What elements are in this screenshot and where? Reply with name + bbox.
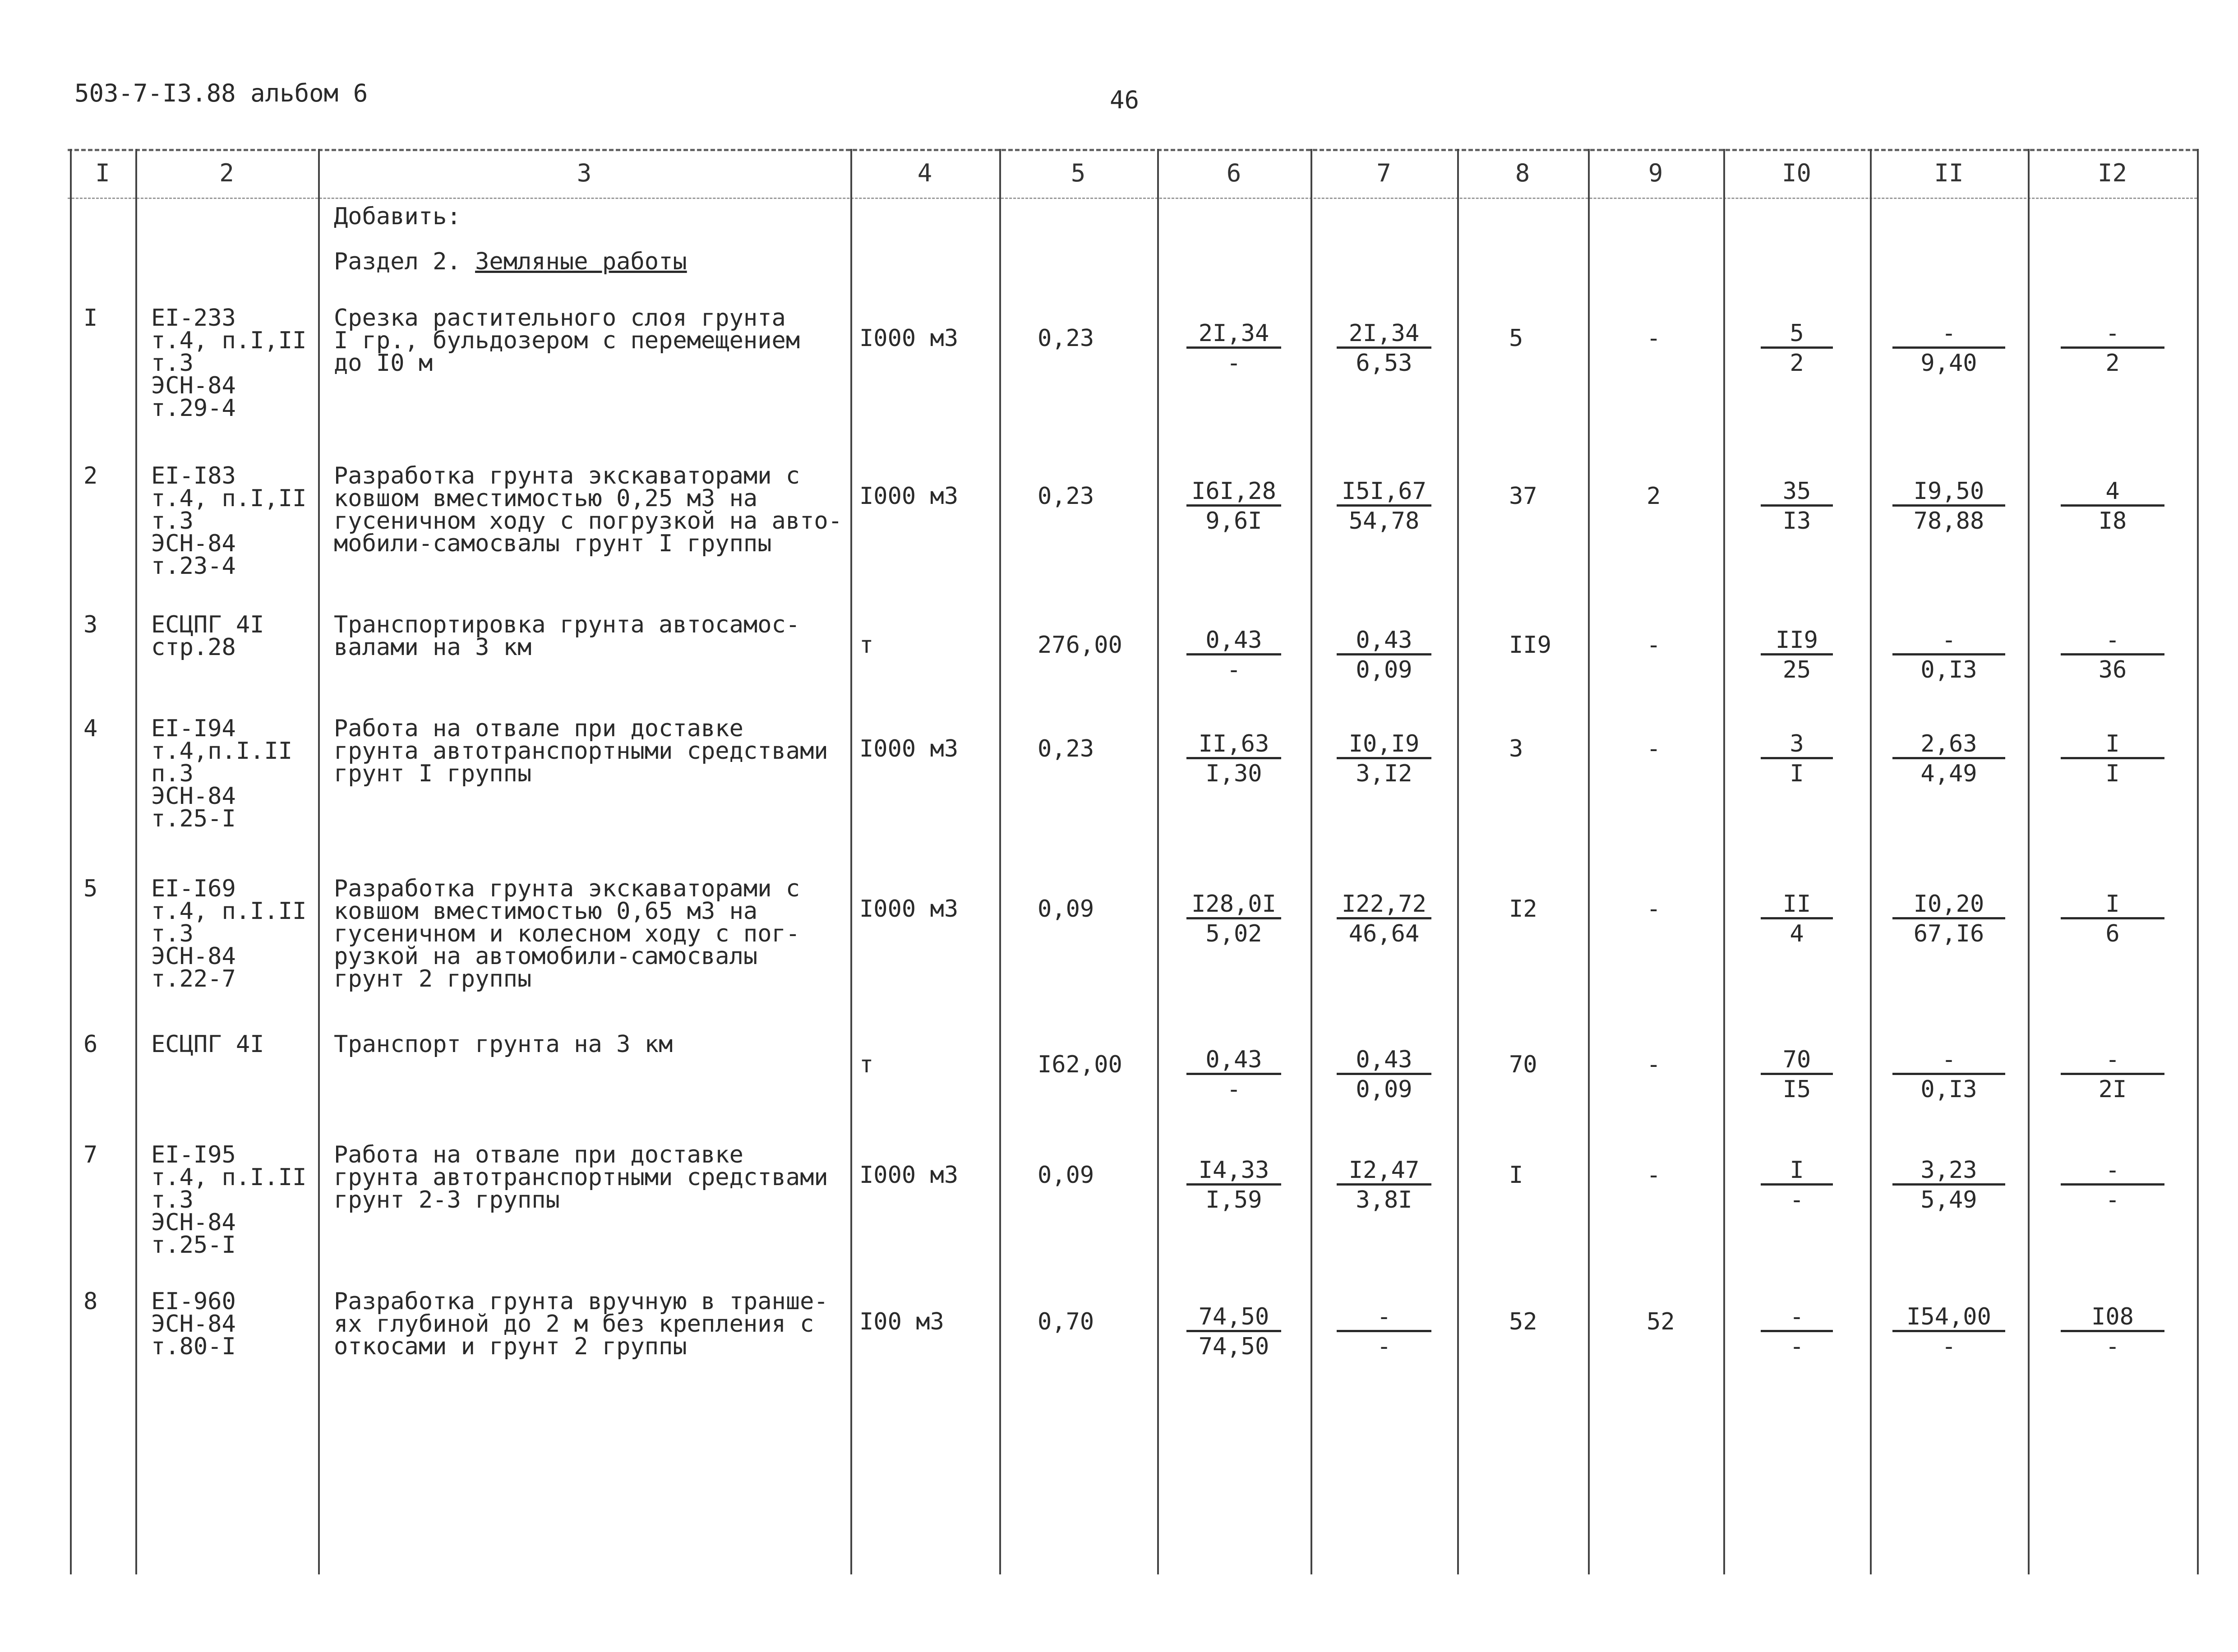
wage-cost xyxy=(1337,1047,1431,1104)
col12-fraction-top: I xyxy=(2061,891,2164,919)
col12-fraction xyxy=(2061,478,2164,535)
unit-cost xyxy=(1186,1047,1281,1104)
column-number: 6 xyxy=(1226,159,1241,187)
wage-cost-bottom: 3,8I xyxy=(1356,1186,1412,1214)
unit-cost-bottom: - xyxy=(1227,1076,1241,1103)
col10-fraction-top: 3 xyxy=(1761,731,1833,759)
unit-cost-bottom: 5,02 xyxy=(1205,920,1262,947)
unit-cost-top: 2I,34 xyxy=(1186,320,1281,349)
work-description-line: грунт I группы xyxy=(334,760,532,787)
wage-cost-top: I0,I9 xyxy=(1337,731,1431,759)
col10-fraction-top: II xyxy=(1761,891,1833,919)
unit-cost-bottom: - xyxy=(1227,350,1241,377)
wage-cost xyxy=(1337,627,1431,684)
work-description-line: ковшом вместимостью 0,65 м3 на xyxy=(334,898,758,925)
norm-code-line: т.3 xyxy=(151,508,194,535)
column-rule xyxy=(1157,149,1159,1574)
unit: I00 м3 xyxy=(859,1308,944,1335)
column-number: I xyxy=(95,159,110,187)
header-bottom-rule xyxy=(68,198,2197,199)
col11-fraction-top: - xyxy=(1892,320,2005,349)
col10-fraction-top: 70 xyxy=(1761,1047,1833,1075)
work-description-line: Транспорт грунта на 3 км xyxy=(334,1031,673,1058)
col11-fraction-top: - xyxy=(1892,1047,2005,1075)
total-cost: 3 xyxy=(1509,735,1523,762)
norm-code-line: т.22-7 xyxy=(151,965,236,992)
wage-cost xyxy=(1337,731,1431,788)
col10-fraction xyxy=(1761,1157,1833,1214)
work-description xyxy=(334,717,828,785)
col11-fraction-bottom: 9,40 xyxy=(1920,350,1977,377)
quantity: 0,09 xyxy=(1038,1162,1094,1189)
col12-fraction-top: - xyxy=(2061,1047,2164,1075)
col11-fraction-top: 3,23 xyxy=(1892,1157,2005,1186)
col10-fraction xyxy=(1761,320,1833,378)
col12-fraction-bottom: 36 xyxy=(2098,656,2127,683)
norm-code-line: EI-I95 xyxy=(151,1141,236,1168)
wage-cost-bottom: - xyxy=(1377,1333,1391,1360)
col10-fraction-bottom: I xyxy=(1790,760,1804,787)
column-rule xyxy=(1870,149,1872,1574)
work-description-line: ковшом вместимостью 0,25 м3 на xyxy=(334,485,758,512)
column-number: I0 xyxy=(1781,159,1812,187)
col9-value: - xyxy=(1647,1162,1661,1189)
norm-code-line: EI-I94 xyxy=(151,715,236,742)
work-description-line: грунт 2-3 группы xyxy=(334,1186,560,1214)
norm-code-line: ЭСН-84 xyxy=(151,372,236,399)
unit-cost xyxy=(1186,731,1281,788)
col11-fraction-bottom: 0,I3 xyxy=(1920,1076,1977,1103)
col9-value: 2 xyxy=(1647,483,1661,510)
work-description-line: грунта автотранспортными средствами xyxy=(334,738,828,765)
col11-fraction xyxy=(1892,320,2005,378)
wage-cost-top: I22,72 xyxy=(1337,891,1431,919)
unit-cost xyxy=(1186,320,1281,378)
wage-cost xyxy=(1337,320,1431,378)
unit-cost-bottom: 74,50 xyxy=(1198,1333,1269,1360)
col10-fraction-bottom: I3 xyxy=(1782,508,1811,535)
col12-fraction-top: - xyxy=(2061,627,2164,655)
unit-cost-bottom: - xyxy=(1227,656,1241,683)
work-description xyxy=(334,1033,673,1056)
column-rule xyxy=(1457,149,1459,1574)
col12-fraction xyxy=(2061,891,2164,948)
row-number: 8 xyxy=(83,1288,98,1315)
column-rule xyxy=(1588,149,1590,1574)
col11-fraction xyxy=(1892,627,2005,684)
col12-fraction-top: I08 xyxy=(2061,1304,2164,1332)
unit-cost-top: II,63 xyxy=(1186,731,1281,759)
work-description-line: Работа на отвале при доставке xyxy=(334,1141,743,1168)
work-description-line: валами на 3 км xyxy=(334,634,532,661)
document-code: 503-7-I3.88 альбом 6 xyxy=(74,79,368,107)
column-number: 8 xyxy=(1515,159,1530,187)
wage-cost-top: I5I,67 xyxy=(1337,478,1431,507)
col10-fraction xyxy=(1761,627,1833,684)
col11-fraction-top: I54,00 xyxy=(1892,1304,2005,1332)
column-number: 7 xyxy=(1376,159,1391,187)
col9-value: - xyxy=(1647,1051,1661,1078)
col12-fraction-top: I xyxy=(2061,731,2164,759)
norm-code-line: т.4, п.I.II xyxy=(151,898,307,925)
col12-fraction-top: - xyxy=(2061,320,2164,349)
column-rule xyxy=(2028,149,2030,1574)
row-number: 4 xyxy=(83,715,98,742)
col11-fraction xyxy=(1892,731,2005,788)
col11-fraction-bottom: 5,49 xyxy=(1920,1186,1977,1214)
col12-fraction-bottom: - xyxy=(2105,1186,2120,1214)
col12-fraction-bottom: I8 xyxy=(2098,508,2127,535)
add-label: Добавить: xyxy=(334,203,461,230)
wage-cost-top: I2,47 xyxy=(1337,1157,1431,1186)
row-number: 7 xyxy=(83,1141,98,1168)
wage-cost xyxy=(1337,1157,1431,1214)
norm-code xyxy=(151,717,292,830)
unit-cost xyxy=(1186,627,1281,684)
norm-code-line: ЭСН-84 xyxy=(151,530,236,557)
quantity: 0,23 xyxy=(1038,483,1094,510)
norm-code-line: т.4, п.I,II xyxy=(151,485,307,512)
work-description-line: Разработка грунта вручную в траншe- xyxy=(334,1288,828,1315)
wage-cost-bottom: 54,78 xyxy=(1348,508,1420,535)
col11-fraction-bottom: 0,I3 xyxy=(1920,656,1977,683)
col11-fraction-bottom: 67,I6 xyxy=(1913,920,1984,947)
work-description-line: I гр., бульдозером с перемещением xyxy=(334,327,800,354)
col10-fraction-top: - xyxy=(1761,1304,1833,1332)
wage-cost-bottom: 0,09 xyxy=(1356,656,1412,683)
norm-code-line: т.4, п.I.II xyxy=(151,1164,307,1191)
col12-fraction-bottom: - xyxy=(2105,1333,2120,1360)
section-heading xyxy=(334,250,687,273)
unit-cost-top: 0,43 xyxy=(1186,1047,1281,1075)
unit: I000 м3 xyxy=(859,735,959,762)
wage-cost-bottom: 46,64 xyxy=(1348,920,1420,947)
wage-cost-top: 0,43 xyxy=(1337,627,1431,655)
total-cost: 5 xyxy=(1509,325,1523,352)
col12-fraction xyxy=(2061,1047,2164,1104)
col10-fraction-top: 35 xyxy=(1761,478,1833,507)
column-rule xyxy=(2197,149,2199,1574)
column-number: I2 xyxy=(2097,159,2127,187)
col11-fraction xyxy=(1892,1157,2005,1214)
norm-code-line: ЭСН-84 xyxy=(151,1311,236,1338)
work-description-line: ях глубиной до 2 м без крепления с xyxy=(334,1311,814,1338)
unit-cost-bottom: 9,6I xyxy=(1205,508,1262,535)
row-number: I xyxy=(83,305,98,332)
unit: I000 м3 xyxy=(859,895,959,923)
column-rule xyxy=(999,149,1001,1574)
norm-code xyxy=(151,1033,264,1056)
wage-cost-top: - xyxy=(1337,1304,1431,1332)
norm-code-line: т.3 xyxy=(151,1186,194,1214)
wage-cost-bottom: 6,53 xyxy=(1356,350,1412,377)
norm-code-line: п.3 xyxy=(151,760,194,787)
col11-fraction xyxy=(1892,891,2005,948)
column-number: 9 xyxy=(1648,159,1663,187)
col10-fraction-top: I xyxy=(1761,1157,1833,1186)
quantity: 276,00 xyxy=(1038,632,1122,659)
col12-fraction xyxy=(2061,1304,2164,1361)
column-rule xyxy=(1310,149,1312,1574)
work-description-line: гусеничном и колесном ходу с пог- xyxy=(334,920,800,947)
wage-cost xyxy=(1337,891,1431,948)
col10-fraction-bottom: 25 xyxy=(1782,656,1811,683)
col9-value: - xyxy=(1647,632,1661,659)
col12-fraction-top: - xyxy=(2061,1157,2164,1186)
norm-code-line: т.25-I xyxy=(151,805,236,832)
col10-fraction xyxy=(1761,731,1833,788)
unit: I000 м3 xyxy=(859,483,959,510)
section-prefix: Раздел 2. xyxy=(334,248,475,275)
col12-fraction xyxy=(2061,320,2164,378)
norm-code-line: т.3 xyxy=(151,920,194,947)
norm-code-line: т.3 xyxy=(151,350,194,377)
col10-fraction xyxy=(1761,1047,1833,1104)
row-number: 6 xyxy=(83,1031,98,1058)
page-number: 46 xyxy=(1110,86,1140,114)
unit: I000 м3 xyxy=(859,325,959,352)
quantity: 0,09 xyxy=(1038,895,1094,923)
work-description xyxy=(334,1290,828,1358)
unit-cost-bottom: I,30 xyxy=(1205,760,1262,787)
norm-code-line: EI-I69 xyxy=(151,875,236,902)
norm-code-line: т.25-I xyxy=(151,1232,236,1259)
work-description xyxy=(334,305,800,377)
quantity: 0,23 xyxy=(1038,735,1094,762)
quantity: I62,00 xyxy=(1038,1051,1122,1078)
col11-fraction xyxy=(1892,1304,2005,1361)
column-number: 2 xyxy=(219,159,234,187)
norm-code-line: т.29-4 xyxy=(151,395,236,422)
section-title: Земляные работы xyxy=(475,248,687,275)
total-cost: 37 xyxy=(1509,483,1537,510)
col12-fraction-bottom: 2 xyxy=(2105,350,2120,377)
norm-code-line: ЭСН-84 xyxy=(151,943,236,970)
col11-fraction-bottom: 4,49 xyxy=(1920,760,1977,787)
norm-code-line: EI-960 xyxy=(151,1288,236,1315)
wage-cost xyxy=(1337,1304,1431,1361)
work-description-line: Разработка грунта экскаваторами с xyxy=(334,875,800,902)
norm-code xyxy=(151,1290,236,1358)
col10-fraction xyxy=(1761,891,1833,948)
col11-fraction-top: I0,20 xyxy=(1892,891,2005,919)
norm-code xyxy=(151,877,306,990)
col10-fraction-bottom: - xyxy=(1790,1186,1804,1214)
total-cost: I xyxy=(1509,1162,1523,1189)
unit-cost xyxy=(1186,1304,1281,1361)
work-description-line: Разработка грунта экскаваторами с xyxy=(334,462,800,489)
unit-cost xyxy=(1186,1157,1281,1214)
work-description xyxy=(334,611,800,661)
norm-code-line: ЭСН-84 xyxy=(151,1209,236,1236)
unit: т xyxy=(859,1051,874,1078)
norm-code-line: т.4,п.I.II xyxy=(151,738,293,765)
norm-code xyxy=(151,462,307,580)
unit-cost-top: I6I,28 xyxy=(1186,478,1281,507)
work-description-line: Работа на отвале при доставке xyxy=(334,715,743,742)
col11-fraction xyxy=(1892,1047,2005,1104)
total-cost: 52 xyxy=(1509,1308,1537,1335)
quantity: 0,23 xyxy=(1038,325,1094,352)
work-description xyxy=(334,1141,828,1214)
norm-code-line: т.80-I xyxy=(151,1333,236,1360)
unit-cost-top: I28,0I xyxy=(1186,891,1281,919)
work-description-line: грунта автотранспортными средствами xyxy=(334,1164,828,1191)
total-cost: 70 xyxy=(1509,1051,1537,1078)
unit-cost xyxy=(1186,478,1281,535)
work-description xyxy=(334,462,843,557)
column-number: 5 xyxy=(1071,159,1086,187)
unit-cost-top: 0,43 xyxy=(1186,627,1281,655)
unit-cost-top: 74,50 xyxy=(1186,1304,1281,1332)
wage-cost xyxy=(1337,478,1431,535)
column-rule xyxy=(850,149,852,1574)
wage-cost-top: 0,43 xyxy=(1337,1047,1431,1075)
work-description-line: гусеничном ходу с погрузкой на авто- xyxy=(334,508,843,535)
col12-fraction-top: 4 xyxy=(2061,478,2164,507)
wage-cost-bottom: 0,09 xyxy=(1356,1076,1412,1103)
wage-cost-bottom: 3,I2 xyxy=(1356,760,1412,787)
col9-value: - xyxy=(1647,895,1661,923)
column-rule xyxy=(70,149,72,1574)
col11-fraction xyxy=(1892,478,2005,535)
col12-fraction-bottom: 6 xyxy=(2105,920,2120,947)
col11-fraction-top: - xyxy=(1892,627,2005,655)
norm-code xyxy=(151,307,306,420)
unit-cost-top: I4,33 xyxy=(1186,1157,1281,1186)
work-description-line: откосами и грунт 2 группы xyxy=(334,1333,687,1360)
norm-code xyxy=(151,1141,307,1259)
col12-fraction xyxy=(2061,731,2164,788)
wage-cost-top: 2I,34 xyxy=(1337,320,1431,349)
col9-value: - xyxy=(1647,735,1661,762)
col12-fraction-bottom: 2I xyxy=(2098,1076,2127,1103)
col10-fraction-top: 5 xyxy=(1761,320,1833,349)
col10-fraction-bottom: I5 xyxy=(1782,1076,1811,1103)
unit-cost xyxy=(1186,891,1281,948)
col11-fraction-top: I9,50 xyxy=(1892,478,2005,507)
work-description-line: Срезка растительного слоя грунта xyxy=(334,305,786,332)
quantity: 0,70 xyxy=(1038,1308,1094,1335)
column-number: II xyxy=(1934,159,1964,187)
unit: т xyxy=(859,632,874,659)
row-number: 5 xyxy=(83,875,98,902)
col12-fraction xyxy=(2061,627,2164,684)
column-rule xyxy=(1723,149,1725,1574)
col10-fraction xyxy=(1761,1304,1833,1361)
page-header xyxy=(0,0,2238,135)
col11-fraction-bottom: 78,88 xyxy=(1913,508,1984,535)
column-number: 4 xyxy=(917,159,932,187)
norm-code-line: EI-233 xyxy=(151,305,236,332)
col9-value: - xyxy=(1647,325,1661,352)
col12-fraction xyxy=(2061,1157,2164,1214)
work-description-line: мобили-самосвалы грунт I группы xyxy=(334,530,772,557)
col12-fraction-bottom: I xyxy=(2105,760,2120,787)
col10-fraction-bottom: - xyxy=(1790,1333,1804,1360)
unit-cost-bottom: I,59 xyxy=(1205,1186,1262,1214)
norm-code-line: ЕСЦПГ 4I xyxy=(151,611,264,638)
work-description-line: грунт 2 группы xyxy=(334,965,532,992)
col10-fraction-top: II9 xyxy=(1761,627,1833,655)
norm-code-line: ЕСЦПГ 4I xyxy=(151,1031,264,1058)
col10-fraction-bottom: 2 xyxy=(1790,350,1804,377)
norm-code-line: ЭСН-84 xyxy=(151,783,236,810)
col10-fraction-bottom: 4 xyxy=(1790,920,1804,947)
column-number: 3 xyxy=(577,159,592,187)
row-number: 2 xyxy=(83,462,98,489)
norm-code-line: т.4, п.I,II xyxy=(151,327,307,354)
row-number: 3 xyxy=(83,611,98,638)
unit: I000 м3 xyxy=(859,1162,959,1189)
work-description-line: рузкой на автомобили-самосвалы xyxy=(334,943,758,970)
column-rule xyxy=(318,149,320,1574)
total-cost: II9 xyxy=(1509,632,1551,659)
norm-code xyxy=(151,611,264,661)
total-cost: I2 xyxy=(1509,895,1537,923)
norm-code-line: т.23-4 xyxy=(151,553,236,580)
work-description-line: до I0 м xyxy=(334,350,433,377)
col9-value: 52 xyxy=(1647,1308,1675,1335)
norm-code-line: EI-I83 xyxy=(151,462,236,489)
header-top-rule xyxy=(68,149,2197,151)
work-description xyxy=(334,877,800,990)
col11-fraction-bottom: - xyxy=(1942,1333,1956,1360)
col11-fraction-top: 2,63 xyxy=(1892,731,2005,759)
column-rule xyxy=(135,149,137,1574)
col10-fraction xyxy=(1761,478,1833,535)
work-description-line: Транспортировка грунта автосамос- xyxy=(334,611,800,638)
norm-code-line: стр.28 xyxy=(151,634,236,661)
